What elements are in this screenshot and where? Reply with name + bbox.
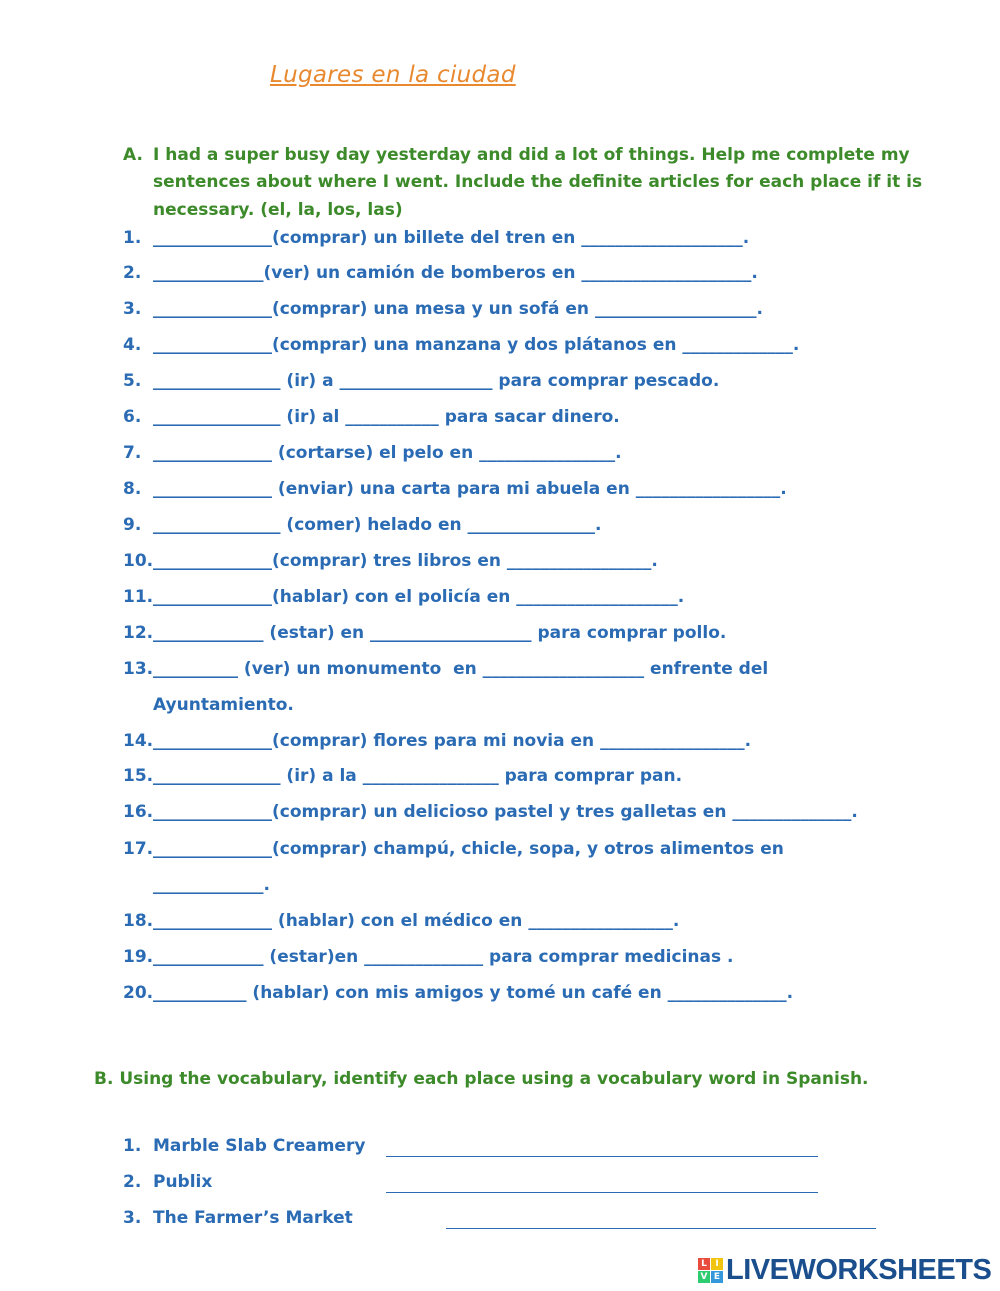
question-number: 10. [123,551,154,571]
question-number: 1. [123,228,142,248]
section-b-heading: B. Using the vocabulary, identify each place using a vocabulary word in Spanish. [94,1069,869,1089]
question-number: 7. [123,443,142,463]
question-text[interactable]: _______________ (ir) al ___________ para sacar dinero. [153,407,620,427]
question-text[interactable]: ______________(comprar) tres libros en _________________. [153,551,658,571]
logo-mark-letter: L [698,1258,710,1270]
logo-mark-icon [698,1258,723,1283]
section-b-number: 3. [123,1208,142,1228]
question-number: 11. [123,587,154,607]
question-number: 20. [123,983,154,1003]
answer-line[interactable] [386,1156,818,1157]
question-number: 12. [123,623,154,643]
question-text[interactable]: ______________(comprar) champú, chicle, sopa, y otros alimentos en [153,839,784,859]
question-text[interactable]: _______________ (comer) helado en _______________. [153,515,602,535]
question-text[interactable]: Ayuntamiento. [153,695,294,715]
question-number: 8. [123,479,142,499]
section-a-intro-line-2: sentences about where I went. Include the definite articles for each place if it is [153,172,923,192]
logo-mark-letter: V [698,1271,710,1283]
question-text[interactable]: ______________ (enviar) una carta para mi abuela en _________________. [153,479,787,499]
question-number: 3. [123,299,142,319]
question-number: 17. [123,839,154,859]
question-text[interactable]: ______________(comprar) un billete del tren en ___________________. [153,228,750,248]
section-b-label: Marble Slab Creamery [153,1136,366,1156]
question-number: 5. [123,371,142,391]
logo-text: LIVEWORKSHEETS [726,1253,992,1286]
answer-line[interactable] [386,1192,818,1193]
question-text[interactable]: ______________(comprar) una manzana y dos plátanos en _____________. [153,335,800,355]
question-number: 15. [123,766,154,786]
section-a-intro-line-3: necessary. (el, la, los, las) [153,200,403,220]
question-text[interactable]: _______________ (ir) a la ________________ para comprar pan. [153,766,683,786]
question-number: 16. [123,802,154,822]
section-b-label: The Farmer’s Market [153,1208,353,1228]
question-text[interactable]: ______________(hablar) con el policía en ___________________. [153,587,685,607]
question-text[interactable]: ______________ (hablar) con el médico en _________________. [153,911,680,931]
worksheet-title: Lugares en la ciudad [270,62,516,88]
question-text[interactable]: ___________ (hablar) con mis amigos y tomé un café en ______________. [153,983,794,1003]
question-text[interactable]: _____________. [153,875,270,895]
question-text[interactable]: _____________(ver) un camión de bomberos en ____________________. [153,263,758,283]
logo-mark-letter: E [711,1271,723,1283]
question-number: 9. [123,515,142,535]
question-text[interactable]: ______________(comprar) flores para mi novia en _________________. [153,731,752,751]
question-text[interactable]: _______________ (ir) a __________________ para comprar pescado. [153,371,720,391]
question-text[interactable]: _____________ (estar) en ___________________ para comprar pollo. [153,623,727,643]
logo-mark-letter: I [711,1258,723,1270]
question-number: 4. [123,335,142,355]
section-b-number: 1. [123,1136,142,1156]
question-number: 13. [123,659,154,679]
question-text[interactable]: _____________ (estar)en ______________ para comprar medicinas . [153,947,734,967]
section-a-intro-line-1: I had a super busy day yesterday and did a lot of things. Help me complete my [153,145,910,165]
question-text[interactable]: ______________(comprar) una mesa y un sofá en ___________________. [153,299,763,319]
question-number: 19. [123,947,154,967]
question-number: 2. [123,263,142,283]
section-b-label: Publix [153,1172,213,1192]
question-text[interactable]: __________ (ver) un monumento en ___________________ enfrente del [153,659,769,679]
question-number: 6. [123,407,142,427]
section-b-number: 2. [123,1172,142,1192]
question-text[interactable]: ______________ (cortarse) el pelo en ________________. [153,443,622,463]
answer-line[interactable] [446,1228,876,1229]
question-text[interactable]: ______________(comprar) un delicioso pastel y tres galletas en ______________. [153,802,858,822]
liveworksheets-logo [698,1254,991,1286]
question-number: 14. [123,731,154,751]
section-a-letter: A. [123,145,143,165]
question-number: 18. [123,911,154,931]
